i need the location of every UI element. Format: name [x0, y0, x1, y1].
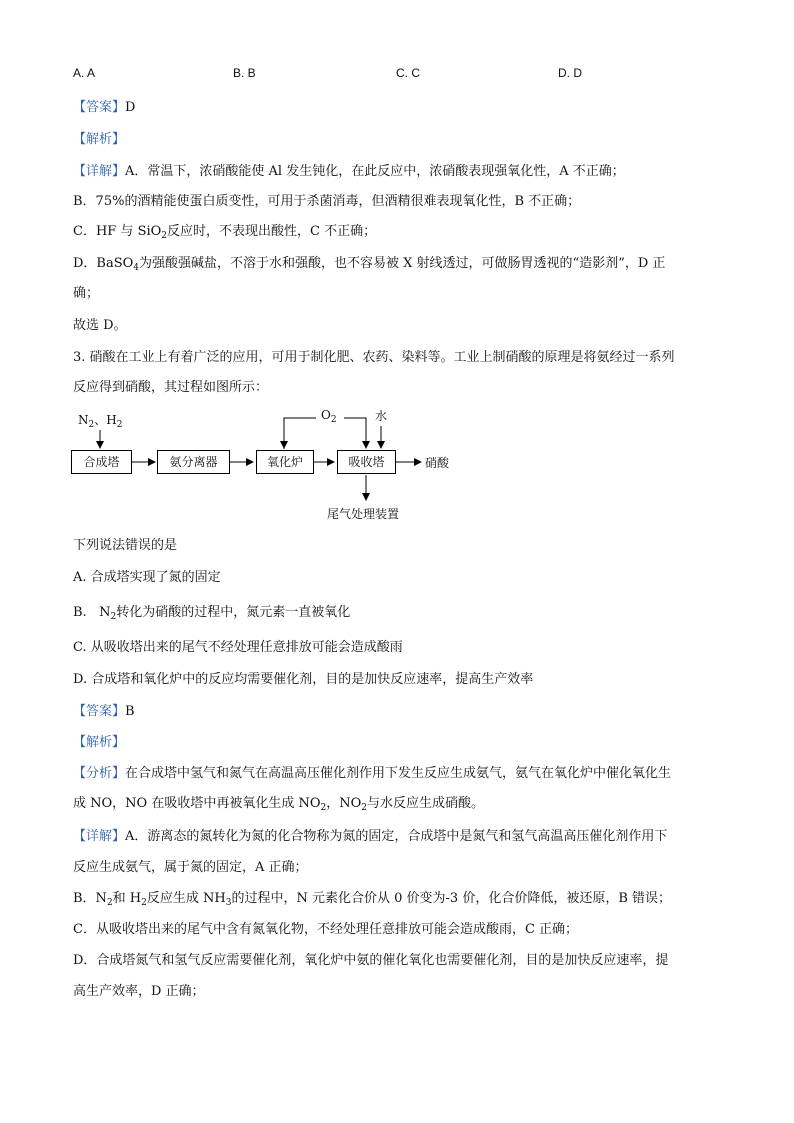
subscript: 2: [330, 415, 337, 425]
answer-tag: 【答案】: [73, 704, 126, 719]
q3-detail-a1: [73, 827, 667, 847]
q3-fenxi-2: [73, 794, 484, 818]
input-o2: [321, 408, 337, 425]
q3-option-a: A. 合成塔实现了氮的固定: [73, 570, 221, 585]
subscript: 2: [116, 420, 123, 430]
q2-detail-b: B．75%的酒精能使蛋白质变性，可用于杀菌消毒，但酒精很难表现氧化性，B 不正确；: [73, 194, 581, 209]
detail-c-text-end: 反应时，不表现出酸性，C 不正确；: [167, 224, 377, 239]
q3-option-b: [73, 603, 350, 627]
box-synthesis-tower: 合成塔: [71, 450, 132, 474]
q3-stem-line1: 3. 硝酸在工业上有着广泛的应用，可用于制化肥、农药、染料等。工业上制硝酸的原理是将氨经过一系列: [73, 350, 675, 365]
subscript: 2: [110, 612, 117, 622]
tail-gas-treatment: 尾气处理装置: [327, 507, 400, 521]
subscript: 2: [106, 898, 113, 908]
q3-detail-b: [73, 889, 671, 913]
q3-detail-c: C．从吸收塔出来的尾气中含有氮氧化物，不经处理任意排放可能会造成酸雨，C 正确；: [73, 922, 579, 937]
answer-tag: 【答案】: [73, 100, 126, 115]
q3-answer: [73, 702, 135, 722]
q3-analysis-heading: [73, 733, 125, 753]
detail-d-text: D．BaSO: [73, 256, 134, 271]
detail-b-text: 反应生成 NH: [146, 891, 226, 906]
q3-stem-line2: 反应得到硝酸，其过程如图所示：: [73, 380, 269, 395]
detail-d-text-end: 为强酸强碱盐，不溶于水和强酸，也不容易被 X 射线透过，可做肠胃透视的“造影剂”，D 正: [139, 256, 666, 271]
detail-tag: 【详解】: [73, 164, 126, 179]
input-water: 水: [375, 409, 388, 423]
q3-option-d: D. 合成塔和氧化炉中的反应均需要催化剂，目的是加快反应速率，提高生产效率: [73, 672, 534, 687]
answer-value: B: [125, 704, 135, 719]
q3-fenxi-1: [73, 764, 671, 784]
subscript: 3: [225, 898, 232, 908]
q2-option-a: A. A: [73, 66, 96, 80]
q3-question: 下列说法错误的是: [73, 538, 178, 553]
fenxi-text: 在合成塔中氢气和氮气在高温高压催化剂作用下发生反应生成氨气，氨气在氧化炉中催化氧化生: [125, 766, 672, 781]
arrow-o2-to-absorber: [344, 418, 366, 448]
q2-detail-d-cont: 确；: [73, 286, 100, 301]
fenxi-text-mid: ，NO: [326, 796, 362, 811]
option-letter: B.: [73, 605, 87, 620]
q2-conclusion: 故选 D。: [73, 318, 127, 333]
subscript: 2: [161, 231, 168, 241]
o2-line-left: [284, 418, 316, 449]
analysis-tag: 【解析】: [73, 132, 126, 147]
detail-c-text: C．HF 与 SiO: [73, 224, 162, 239]
detail-tag: 【详解】: [73, 829, 126, 844]
detail-text: A．常温下，浓硝酸能使 Al 发生钝化，在此反应中，浓硝酸表现强氧化性，A 不正确；: [125, 164, 625, 179]
n2-symbol: N: [78, 413, 89, 427]
fenxi-tag: 【分析】: [73, 766, 126, 781]
box-ammonia-separator: 氨分离器: [157, 450, 230, 474]
subscript: 2: [141, 898, 147, 908]
h2-symbol: H: [106, 413, 117, 427]
q2-option-c: C. C: [396, 66, 420, 80]
o2-symbol: O: [321, 408, 331, 422]
output-nitric-acid: 硝酸: [425, 456, 450, 470]
n-symbol: N: [99, 605, 111, 620]
subscript: 2: [88, 420, 95, 430]
q2-option-b: B. B: [233, 66, 256, 80]
detail-b-text: B．N: [73, 891, 107, 906]
option-b-text: 转化为硝酸的过程中，氮元素一直被氧化: [116, 605, 351, 620]
q3-detail-d2: 高生产效率，D 正确；: [73, 984, 205, 999]
detail-b-text-end: 的过程中，N 元素化合价从 0 价变为-3 价，化合价降低，被还原，B 错误；: [231, 891, 672, 906]
box-absorption-tower: 吸收塔: [337, 450, 396, 474]
analysis-tag: 【解析】: [73, 735, 126, 750]
fenxi-text: 成 NO，NO 在吸收塔中再被氧化生成 NO: [73, 796, 321, 811]
q3-option-c: C. 从吸收塔出来的尾气不经处理任意排放可能会造成酸雨: [73, 640, 403, 655]
subscript: 2: [361, 803, 368, 813]
box-oxidation-furnace: 氧化炉: [256, 450, 314, 474]
detail-b-text: 和 H: [112, 891, 142, 906]
q3-detail-d1: D．合成塔氮气和氢气反应需要催化剂，氧化炉中氨的催化氧化也需要催化剂，目的是加快反应速率，提: [73, 953, 669, 968]
detail-text: A．游离态的氮转化为氮的化合物称为氮的固定，合成塔中是氮气和氢气高温高压催化剂作用下: [125, 829, 668, 844]
fenxi-text-end: 与水反应生成硝酸。: [367, 796, 485, 811]
answer-value: D: [125, 100, 136, 115]
q3-detail-a2: 反应生成氨气，属于氮的固定，A 正确；: [73, 860, 308, 875]
input-n2-h2: $N_2$、$H_2$: [78, 413, 123, 430]
subscript: 4: [133, 263, 140, 273]
subscript: 2: [320, 803, 327, 813]
q2-option-d: D. D: [558, 66, 582, 80]
